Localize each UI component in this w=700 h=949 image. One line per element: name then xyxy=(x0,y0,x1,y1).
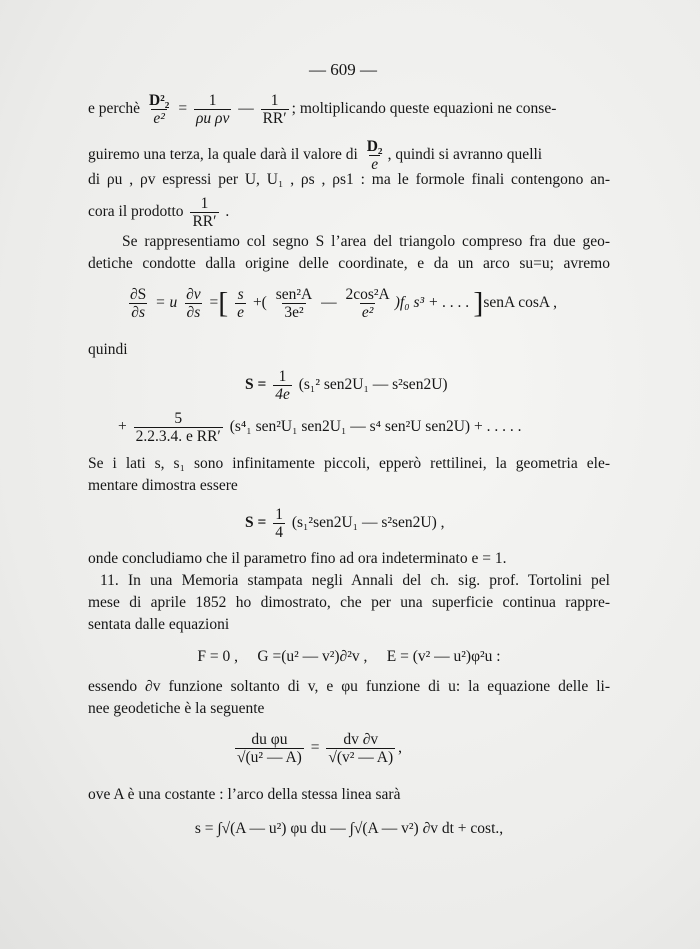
paragraph-4: onde concludiamo che il parametro fino ad ora indeterminato e = 1. xyxy=(88,550,507,567)
math-part: [ xyxy=(218,286,229,320)
text: ; moltiplicando queste equazioni ne conse- xyxy=(291,100,557,118)
fraction xyxy=(184,286,203,321)
math-part: senA cosA , xyxy=(483,294,557,312)
math-part: 1 xyxy=(270,92,279,109)
paragraph-6-line-1: essendo ∂v funzione soltanto di v, e φu funzione di u: la equazione delle li- xyxy=(88,678,610,695)
fraction xyxy=(261,92,289,127)
equation-2 xyxy=(245,368,700,403)
paragraph-1-line-3: di ρu , ρv espressi per U, U₁ , ρs , ρs1 : ma le formole finali contengono an- xyxy=(88,171,610,188)
paragraph-2-line-2: detiche condotte dalla origine delle coordinate, e da un arco su=u; avremo xyxy=(88,255,610,272)
text: cora il prodotto xyxy=(88,203,184,221)
fraction xyxy=(134,410,223,445)
equals: = xyxy=(178,100,188,118)
paragraph-3-line-1: Se i lati s, s₁ sono infinitamente piccoli, epperò rettilinei, la geometria ele- xyxy=(88,455,610,472)
math-part: = xyxy=(209,294,219,312)
math-part: √(u² — A) xyxy=(237,749,302,766)
paragraph-2-line-1: Se rappresentiamo col segno S l’area del triangolo compreso fra due geo- xyxy=(122,233,610,250)
math-part: D₂ xyxy=(366,138,383,155)
math-part: (s⁴₁ sen²U₁ sen2U₁ — s⁴ sen²U sen2U) + . . . . . xyxy=(229,418,522,436)
fraction xyxy=(235,731,304,766)
text-quindi: quindi xyxy=(88,341,128,358)
text: . xyxy=(225,203,230,221)
math-part: ∂S xyxy=(130,286,147,303)
minus: — xyxy=(238,100,254,118)
math-part: 1 xyxy=(200,195,209,212)
math-part: (s₁²sen2U₁ — s²sen2U) , xyxy=(291,514,445,532)
paragraph-3-line-2: mentare dimostra essere xyxy=(88,477,238,494)
paragraph-1-line-1 xyxy=(88,92,610,127)
math-part: dv ∂v xyxy=(343,731,379,748)
math-part: )f₀ s³ + . . . . xyxy=(394,294,470,312)
fraction xyxy=(190,195,218,230)
fraction xyxy=(128,286,148,321)
equation-4 xyxy=(245,506,700,541)
fraction xyxy=(343,286,391,321)
math-part: 2.2.3.4. e RR′ xyxy=(135,428,221,445)
paragraph-6-line-2: nee geodetiche è la seguente xyxy=(88,700,265,717)
math-part: e xyxy=(237,304,245,321)
math-part: = u xyxy=(155,294,178,312)
math-part: RR′ xyxy=(262,110,287,127)
math-part: e² xyxy=(361,304,374,321)
math-part: 4 xyxy=(275,524,283,541)
math-part: ∂s xyxy=(186,304,201,321)
math-part: 4e xyxy=(275,386,290,403)
math-part: √(v² — A) xyxy=(328,749,394,766)
fraction xyxy=(147,92,172,127)
paragraph-7: ove A è una costante : l’arco della stessa linea sarà xyxy=(88,786,401,803)
math-part: — xyxy=(321,294,337,312)
fraction xyxy=(273,368,292,403)
fraction xyxy=(365,138,385,173)
math-part: D²₂ xyxy=(148,92,170,109)
paragraph-5-line-1: 11. In una Memoria stampata negli Annali del ch. sig. prof. Tortolini pel xyxy=(100,572,610,589)
equation-3 xyxy=(118,410,640,445)
math-part: + xyxy=(118,418,127,436)
fraction xyxy=(235,286,246,321)
fraction xyxy=(274,286,315,321)
math-part: 1 xyxy=(278,368,287,385)
math-part: ρu ρv xyxy=(195,110,230,127)
fraction xyxy=(326,731,395,766)
text: e perchè xyxy=(88,100,141,118)
math-part: 2cos²A xyxy=(345,286,390,303)
page-number: — 609 — xyxy=(309,60,377,79)
text: guiremo una terza, la quale darà il valore di xyxy=(88,146,358,164)
paragraph-5-line-3: sentata dalle equazioni xyxy=(88,616,230,633)
math-part: (s₁² sen2U₁ — s²sen2U) xyxy=(298,376,448,394)
math-part: RR′ xyxy=(192,213,217,230)
math-part: 1 xyxy=(275,506,283,523)
paragraph-1-line-4 xyxy=(88,195,610,230)
math-part: e xyxy=(371,156,379,173)
math-part: du φu xyxy=(251,731,288,748)
fraction xyxy=(273,506,285,541)
math-part: 3e² xyxy=(284,304,304,321)
equation-6 xyxy=(232,731,700,766)
fraction xyxy=(194,92,231,127)
math-part: ∂s xyxy=(131,304,145,321)
math-part: ∂v xyxy=(186,286,201,303)
math-part: S = xyxy=(245,514,267,532)
math-part: 1 xyxy=(208,92,217,109)
math-part: ] xyxy=(473,286,484,320)
math-part: +( xyxy=(252,294,267,312)
paragraph-1-line-2 xyxy=(88,138,610,173)
math-part: S = xyxy=(245,376,267,394)
math-part: sen²A xyxy=(275,286,313,303)
math-part: , xyxy=(398,739,403,757)
equation-7: s = ∫√(A — u²) φu du — ∫√(A — v²) ∂v dt + cost., xyxy=(194,820,504,837)
paragraph-5-line-2: mese di aprile 1852 ho dimostrato, che per una superficie continua rappre- xyxy=(88,594,610,611)
equation-1 xyxy=(125,286,647,321)
equation-5: F = 0 , G =(u² — v²)∂²v , E = (v² — u²)φ²u : xyxy=(197,648,501,665)
math-part: s xyxy=(237,286,244,303)
math-part: = xyxy=(310,739,320,757)
math-part: e² xyxy=(153,110,165,127)
math-part: 5 xyxy=(174,410,183,427)
text: , quindi si avranno quelli xyxy=(387,146,543,164)
